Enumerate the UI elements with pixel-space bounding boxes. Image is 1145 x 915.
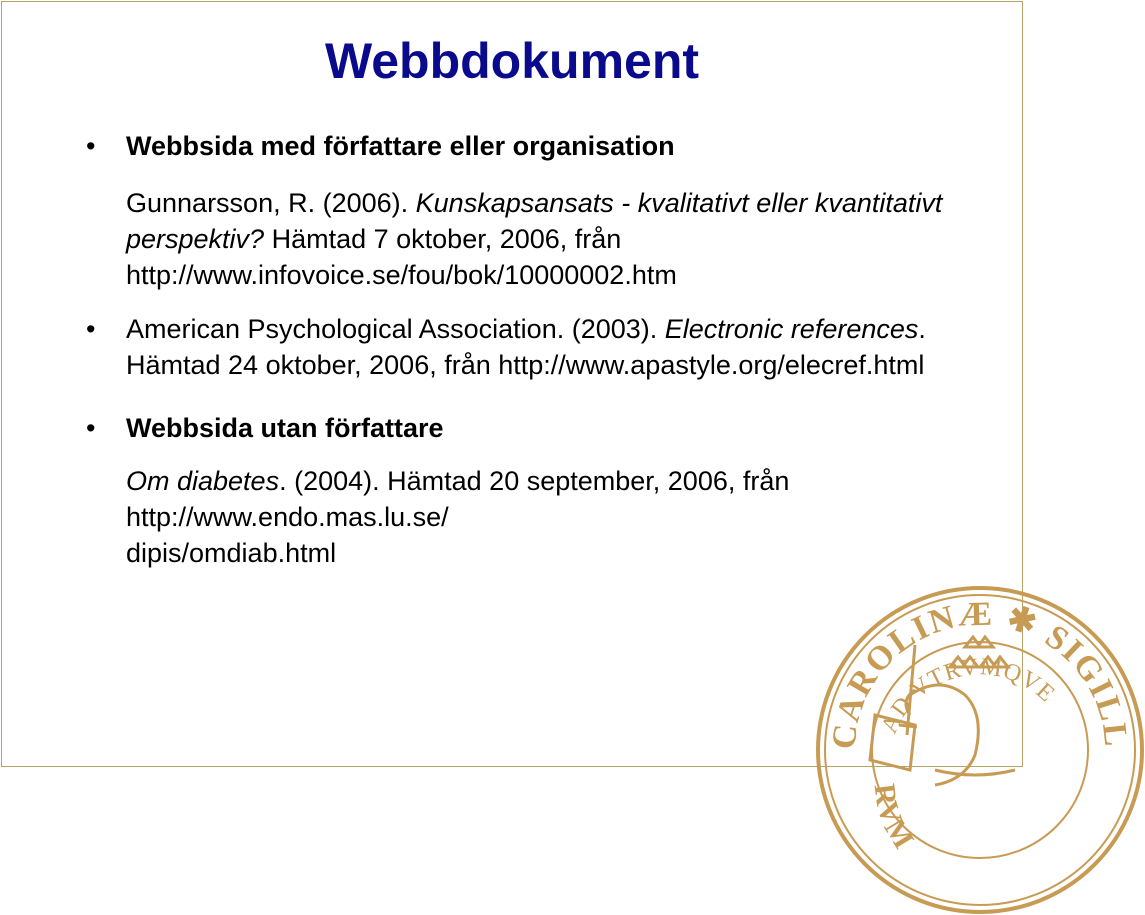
- section-heading-without-author: Webbsida utan författare: [126, 413, 444, 443]
- reference-om-diabetes: [86, 463, 946, 571]
- bullet-icon: •: [86, 413, 96, 443]
- svg-text:RVM: [868, 782, 921, 855]
- bullet-item-webpage-with-author: [86, 128, 946, 164]
- reference-gunnarsson: [86, 185, 946, 293]
- seal-motto: AD VTRVMQVE: [876, 654, 1060, 738]
- section-heading-with-author: Webbsida med författare eller organisation: [126, 131, 675, 161]
- reference-title: Kunskapsansats - kvalitativt eller kvantitativt perspektiv?: [126, 188, 943, 254]
- bullet-item-webpage-without-author: [86, 410, 946, 446]
- slide-content: [86, 128, 946, 571]
- slide-title: Webbdokument: [324, 33, 700, 89]
- reference-retrieval: Hämtad 7 oktober, 2006, från http://www.infovoice.se/fou/bok/10000002.htm: [126, 224, 677, 290]
- university-seal-icon: [815, 585, 1145, 915]
- seal-text: CAROLINÆ ✱ SIGILL: [825, 595, 1135, 751]
- reference-title: Electronic references: [664, 314, 919, 344]
- bullet-icon: •: [86, 314, 96, 344]
- reference-title: Om diabetes: [126, 466, 280, 496]
- reference-author: Gunnarsson, R. (2006).: [126, 188, 416, 218]
- reference-retrieval: . (2004). Hämtad 20 september, 2006, från http://www.endo.mas.lu.se/: [126, 466, 790, 532]
- bullet-item-apa-reference: [86, 311, 946, 383]
- reference-retrieval-continued: dipis/omdiab.html: [126, 538, 337, 568]
- bullet-icon: •: [86, 131, 96, 161]
- reference-retrieval: . Hämtad 24 oktober, 2006, från http://www.apastyle.org/elecref.html: [126, 314, 926, 380]
- reference-author: American Psychological Association. (2003).: [126, 314, 665, 344]
- seal-lower-text: RVM: [867, 781, 921, 855]
